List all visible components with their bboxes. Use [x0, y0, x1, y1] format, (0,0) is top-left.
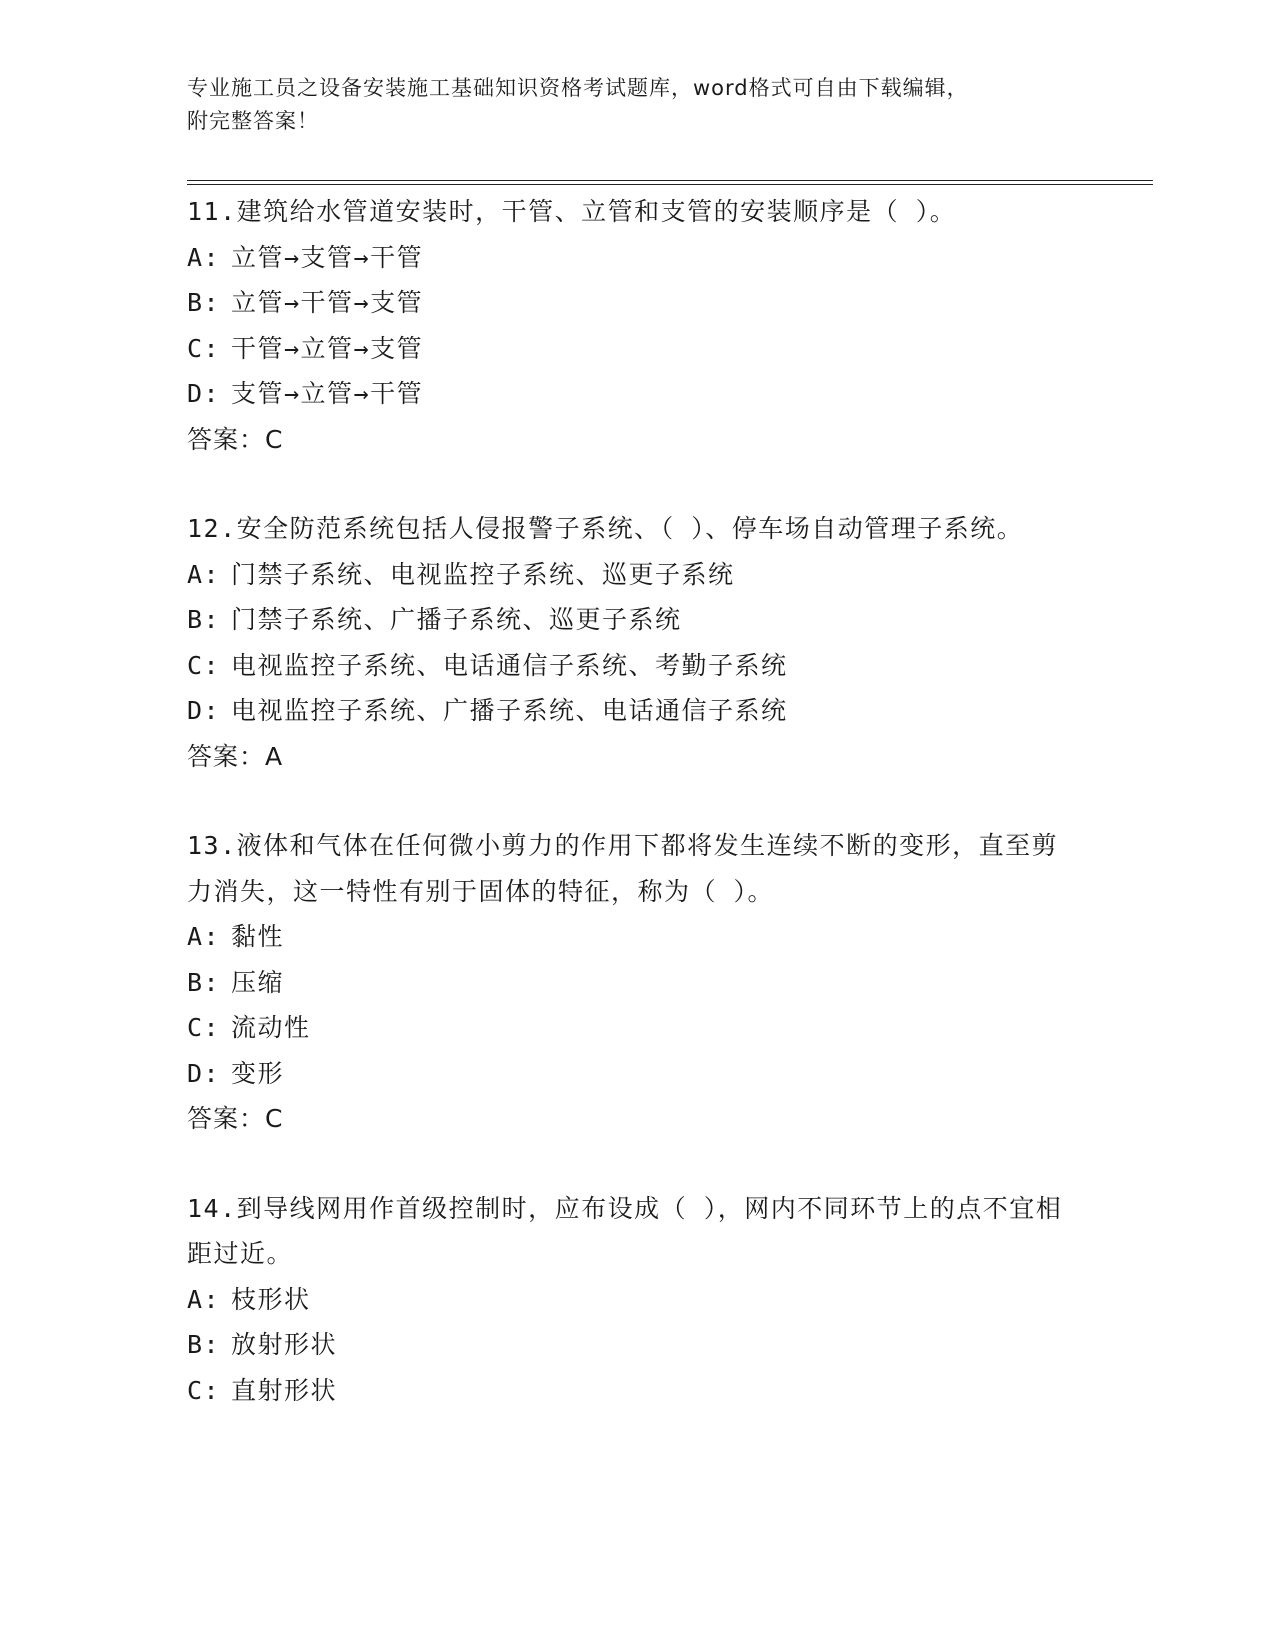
header-rule-top	[187, 180, 1153, 181]
option-key: C:	[187, 333, 221, 363]
option-text: 门禁子系统、电视监控子系统、巡更子系统	[231, 559, 735, 589]
option-c	[187, 326, 1087, 372]
option-c	[187, 1005, 1087, 1051]
option-key: A:	[187, 1284, 221, 1314]
option-a	[187, 914, 1087, 960]
option-text: 压缩	[231, 967, 285, 997]
option-text: 枝形状	[231, 1284, 311, 1314]
option-c	[187, 1368, 1087, 1414]
question-stem: 11.建筑给水管道安装时，干管、立管和支管的安装顺序是（ ）。	[187, 197, 957, 226]
option-key: A:	[187, 559, 221, 589]
option-key: D:	[187, 696, 221, 725]
option-d	[187, 1051, 1087, 1097]
answer-line: 答案：C	[187, 1104, 284, 1133]
option-key: A:	[187, 922, 221, 951]
question-stem: 12.安全防范系统包括人侵报警子系统、（ ）、停车场自动管理子系统。	[187, 514, 1024, 543]
question-13	[187, 823, 1087, 1142]
option-b	[187, 1322, 1087, 1368]
option-b	[187, 280, 1087, 326]
option-key: C:	[187, 1375, 221, 1405]
question-list	[187, 189, 1087, 1457]
document-intro	[187, 72, 1087, 138]
option-text: 支管→立管→干管	[231, 379, 424, 408]
option-key: B:	[187, 605, 221, 634]
option-key: C:	[187, 650, 221, 680]
question-11	[187, 189, 1087, 462]
intro-line-2: 附完整答案！	[187, 109, 319, 133]
option-a	[187, 235, 1087, 281]
option-b	[187, 960, 1087, 1006]
option-key: B:	[187, 288, 221, 317]
option-text: 直射形状	[231, 1375, 338, 1405]
question-14	[187, 1186, 1087, 1414]
option-text: 流动性	[231, 1013, 311, 1042]
option-b	[187, 597, 1087, 643]
intro-line-1: 专业施工员之设备安装施工基础知识资格考试题库，word格式可自由下载编辑，	[187, 76, 969, 100]
option-key: B:	[187, 1330, 221, 1359]
option-text: 电视监控子系统、电话通信子系统、考勤子系统	[231, 650, 788, 680]
answer-line: 答案：C	[187, 424, 284, 454]
option-key: D:	[187, 1058, 221, 1088]
option-text: 放射形状	[231, 1330, 338, 1359]
option-text: 立管→支管→干管	[231, 242, 424, 272]
option-d	[187, 371, 1087, 417]
option-key: A:	[187, 242, 221, 272]
option-a	[187, 552, 1087, 598]
option-key: D:	[187, 379, 221, 408]
option-d	[187, 688, 1087, 734]
question-stem: 13.液体和气体在任何微小剪力的作用下都将发生连续不断的变形，直至剪力消失，这一特性有别于固体的特征，称为（ ）。	[187, 831, 1059, 906]
option-text: 电视监控子系统、广播子系统、电话通信子系统	[231, 696, 788, 725]
option-text: 黏性	[231, 922, 285, 951]
option-key: C:	[187, 1013, 221, 1042]
question-stem: 14.到导线网用作首级控制时，应布设成（ ），网内不同环节上的点不宜相距过近。	[187, 1193, 1063, 1268]
option-text: 干管→立管→支管	[231, 333, 424, 363]
option-text: 立管→干管→支管	[231, 288, 424, 317]
option-text: 门禁子系统、广播子系统、巡更子系统	[231, 605, 682, 634]
option-text: 变形	[231, 1058, 285, 1088]
question-12	[187, 506, 1087, 779]
option-c	[187, 643, 1087, 689]
header-rule-bottom	[187, 184, 1153, 185]
answer-line: 答案：A	[187, 741, 284, 771]
option-key: B:	[187, 967, 221, 997]
option-a	[187, 1277, 1087, 1323]
